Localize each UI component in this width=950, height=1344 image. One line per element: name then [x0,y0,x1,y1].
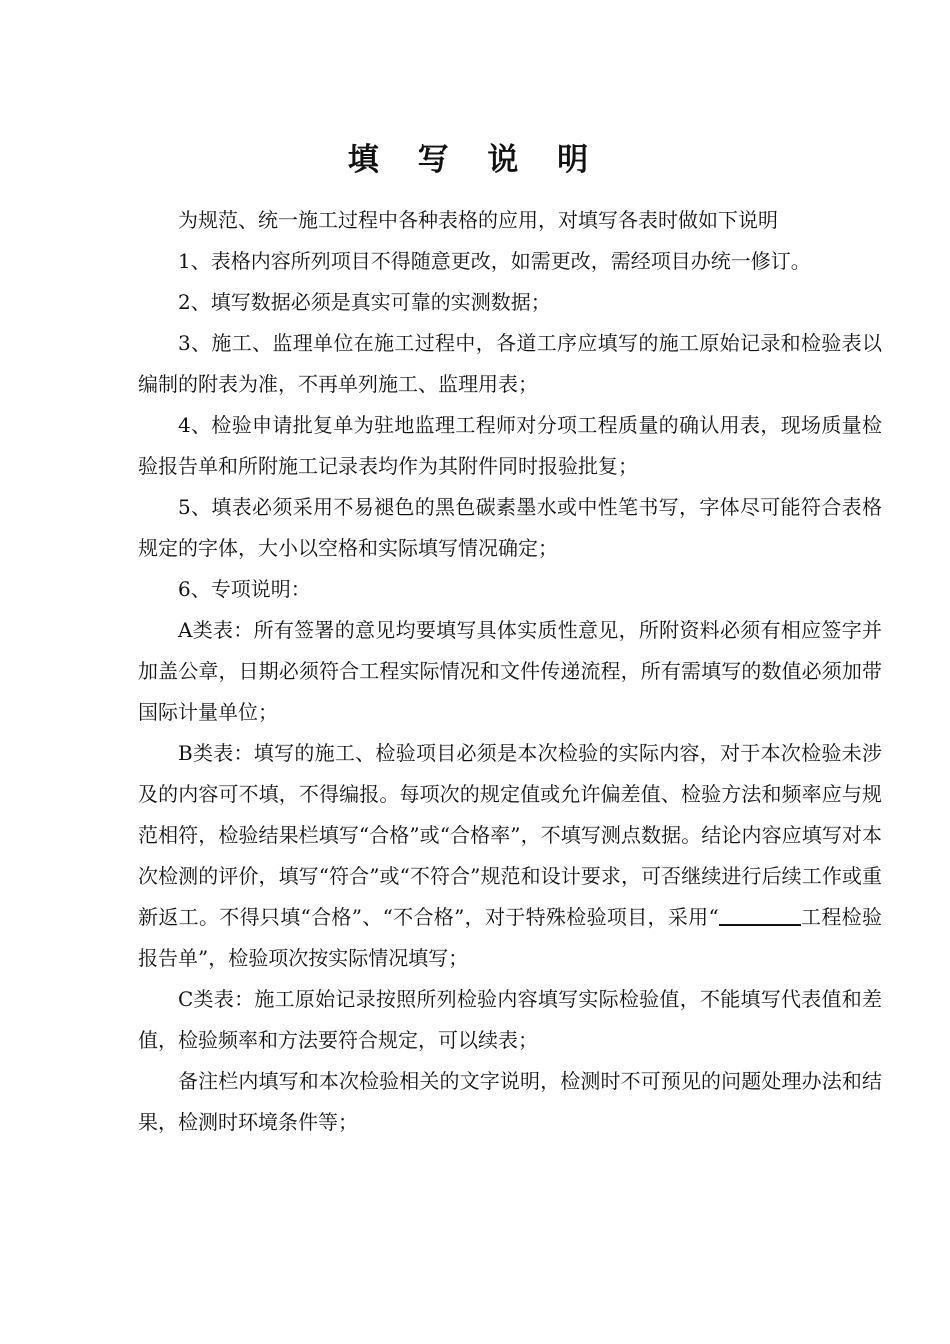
item-3-paragraph: 3、施工、监理单位在施工过程中，各道工序应填写的施工原始记录和检验表以编制的附表为准，不再单列施工、监理用表； [138,331,882,396]
intro-paragraph: 为规范、统一施工过程中各种表格的应用，对填写各表时做如下说明 [178,208,778,232]
item-1-paragraph: 1、表格内容所列项目不得随意更改，如需更改，需经项目办统一修订。 [178,249,811,273]
item-6-paragraph: 6、专项说明： [178,577,311,601]
class-a-paragraph: A类表：所有签署的意见均要填写具体实质性意见，所附资料必须有相应签字并加盖公章，日期必须符合工程实际情况和文件传递流程，所有需填写的数值必须加带国际计量单位； [138,618,882,724]
class-b-text-after-blank: 工程检验报告单”，检验项次按实际情况填写； [138,905,882,970]
item-5-paragraph: 5、填表必须采用不易褪色的黑色碳素墨水或中性笔书写，字体尽可能符合表格规定的字体，大小以空格和实际填写情况确定； [138,495,882,560]
instructions-body [138,200,882,1143]
class-c-paragraph: C类表：施工原始记录按照所列检验内容填写实际检验值，不能填写代表值和差值，检验频率和方法要符合规定，可以续表； [138,987,882,1052]
item-4-paragraph: 4、检验申请批复单为驻地监理工程师对分项工程质量的确认用表，现场质量检验报告单和所附施工记录表均作为其附件同时报验批复； [138,413,882,478]
page-title: 填 写 说 明 [347,142,603,178]
item-2-paragraph: 2、填写数据必须是真实可靠的实测数据； [178,290,551,314]
fill-in-blank-line [719,904,801,926]
class-b-paragraph [138,733,882,979]
remarks-paragraph: 备注栏内填写和本次检验相关的文字说明，检测时不可预见的问题处理办法和结果，检测时环境条件等； [138,1069,882,1134]
class-b-text-before-blank: B类表：填写的施工、检验项目必须是本次检验的实际内容，对于本次检验未涉及的内容可不填，不得编报。每项次的规定值或允许偏差值、检验方法和频率应与规范相符，检验结果栏填写“合格”或“合格率”，不填写测点数据。结论内容应填写对本次检测的评价，填写“符合”或“不符合”规范和设计要求，可否继续进行后续工作或重新返工。不得只填“合格”、“不合格”，对于特殊检验项目，采用“ [138,741,882,929]
